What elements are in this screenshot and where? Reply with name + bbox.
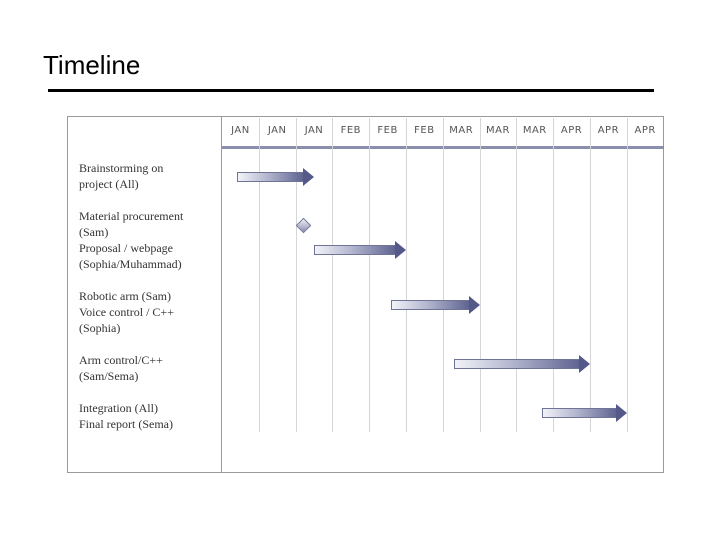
month-label: APR	[560, 125, 583, 136]
task-label-line: Material procurement	[79, 209, 184, 223]
month-label: FEB	[377, 125, 398, 136]
month-label: JAN	[231, 125, 250, 136]
month-label: APR	[634, 125, 656, 136]
task-label-line: (Sophia)	[79, 321, 121, 335]
month-grid-line	[627, 118, 628, 432]
title-underline	[48, 89, 654, 92]
task-label-line: Robotic arm (Sam)	[79, 289, 171, 303]
month-label: MAR	[449, 125, 474, 136]
task-bar-body	[391, 300, 469, 310]
task-bar	[314, 245, 406, 255]
task-label-line: Integration (All)	[79, 401, 158, 415]
task-label-line: Arm control/C++	[79, 353, 163, 367]
task-label-line: Final report (Sema)	[79, 417, 173, 431]
arrow-head-icon	[469, 296, 480, 314]
month-grid-line	[480, 118, 481, 432]
task-label	[79, 208, 219, 272]
task-label-line: Voice control / C++	[79, 305, 174, 319]
month-label: APR	[597, 125, 620, 136]
task-bar-body	[542, 408, 617, 418]
month-grid-line	[516, 118, 517, 432]
month-grid-line	[590, 118, 591, 432]
month-grid-line	[443, 118, 444, 432]
task-label-line: (Sam/Sema)	[79, 369, 139, 383]
task-label	[79, 288, 219, 336]
task-label-line: (Sam)	[79, 225, 109, 239]
month-grid-line	[369, 118, 370, 432]
task-bar	[542, 408, 627, 418]
task-bar	[391, 300, 479, 310]
month-grid-line	[296, 118, 297, 432]
month-grid-line	[553, 118, 554, 432]
arrow-head-icon	[616, 404, 627, 422]
month-label: MAR	[522, 125, 547, 136]
month-label: JAN	[267, 125, 287, 136]
task-label-line: Brainstorming on	[79, 161, 164, 175]
task-label-line: project (All)	[79, 177, 139, 191]
arrow-head-icon	[395, 241, 406, 259]
arrow-head-icon	[579, 355, 590, 373]
task-bar-body	[454, 359, 580, 369]
task-label	[79, 400, 219, 432]
task-bar	[454, 359, 590, 369]
month-grid-line	[259, 118, 260, 432]
task-bar-body	[314, 245, 396, 255]
month-label: MAR	[486, 125, 510, 136]
task-column-divider	[221, 116, 222, 473]
task-label-line: Proposal / webpage	[79, 241, 173, 255]
month-label: FEB	[414, 125, 435, 136]
task-label	[79, 160, 219, 192]
month-label: JAN	[304, 125, 324, 136]
task-label-line: (Sophia/Muhammad)	[79, 257, 182, 271]
slide-title: Timeline	[43, 50, 141, 80]
task-bar	[237, 172, 314, 182]
arrow-head-icon	[303, 168, 314, 186]
month-grid-line	[332, 118, 333, 432]
month-label: FEB	[340, 125, 362, 136]
month-grid-line	[406, 118, 407, 432]
task-bar-body	[237, 172, 304, 182]
task-label	[79, 352, 219, 384]
